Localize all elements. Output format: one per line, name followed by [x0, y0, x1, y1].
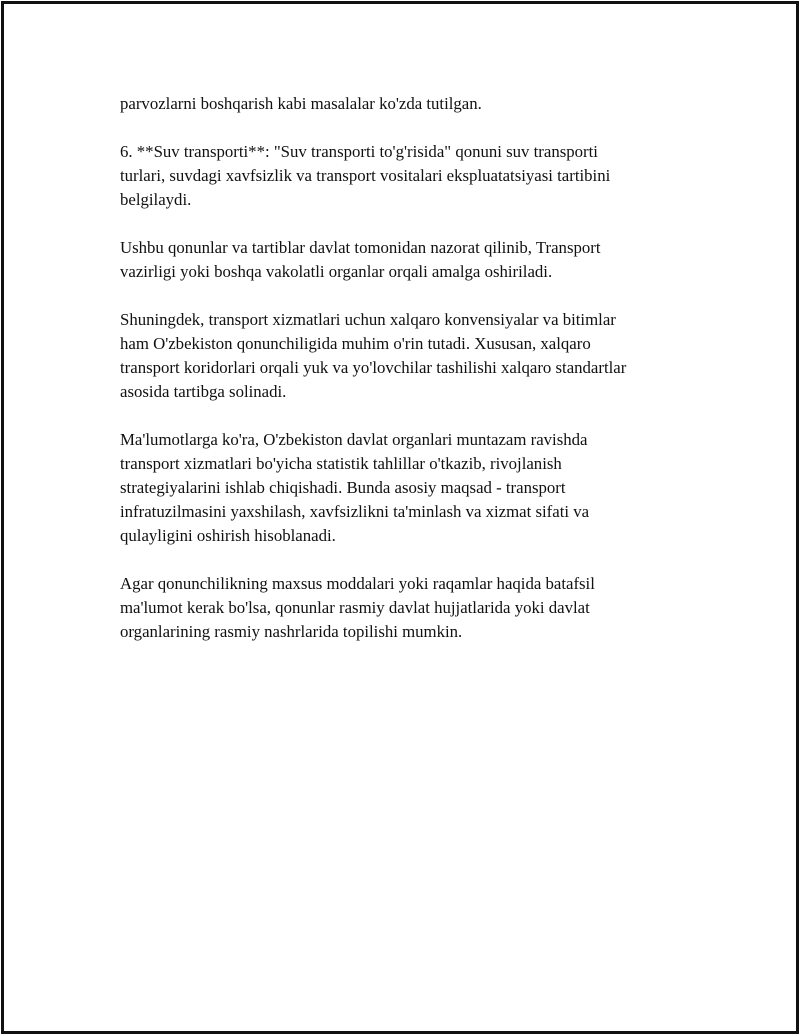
paragraph-international — [120, 308, 700, 404]
text-line: qulayligini oshirish hisoblanadi. — [120, 526, 336, 545]
paragraph-closing — [120, 572, 700, 644]
text-line: turlari, suvdagi xavfsizlik va transport vositalari ekspluatatsiyasi tartibini — [120, 166, 611, 185]
text-line: Ushbu qonunlar va tartiblar davlat tomonidan nazorat qilinib, Transport — [120, 238, 601, 257]
text-line: 6. **Suv transporti**: "Suv transporti to'g'risida" qonuni suv transporti — [120, 142, 598, 161]
text-line: Agar qonunchilikning maxsus moddalari yoki raqamlar haqida batafsil — [120, 574, 595, 593]
text-line: ham O'zbekiston qonunchiligida muhim o'rin tutadi. Xususan, xalqaro — [120, 334, 591, 353]
text-line: belgilaydi. — [120, 190, 192, 209]
text-line: ma'lumot kerak bo'lsa, qonunlar rasmiy davlat hujjatlarida yoki davlat — [120, 598, 590, 617]
text-line: Ma'lumotlarga ko'ra, O'zbekiston davlat organlari muntazam ravishda — [120, 430, 588, 449]
text-line: strategiyalarini ishlab chiqishadi. Bunda asosiy maqsad - transport — [120, 478, 566, 497]
text-line: infratuzilmasini yaxshilash, xavfsizlikni ta'minlash va xizmat sifati va — [120, 502, 590, 521]
text-line: parvozlarni boshqarish kabi masalalar ko'zda tutilgan. — [120, 94, 482, 113]
document-body — [120, 92, 700, 668]
text-line: asosida tartibga solinadi. — [120, 382, 287, 401]
text-line: transport xizmatlari bo'yicha statistik tahlillar o'tkazib, rivojlanish — [120, 454, 562, 473]
text-line: Shuningdek, transport xizmatlari uchun xalqaro konvensiyalar va bitimlar — [120, 310, 616, 329]
text-line: transport koridorlari orqali yuk va yo'lovchilar tashilishi xalqaro standartlar — [120, 358, 627, 377]
paragraph-water-transport — [120, 140, 700, 212]
paragraph-enforcement — [120, 236, 700, 284]
paragraph-continuation — [120, 92, 700, 116]
paragraph-statistics — [120, 428, 700, 548]
text-line: organlarining rasmiy nashrlarida topilishi mumkin. — [120, 622, 463, 641]
text-line: vazirligi yoki boshqa vakolatli organlar orqali amalga oshiriladi. — [120, 262, 553, 281]
document-page — [1, 1, 799, 1034]
